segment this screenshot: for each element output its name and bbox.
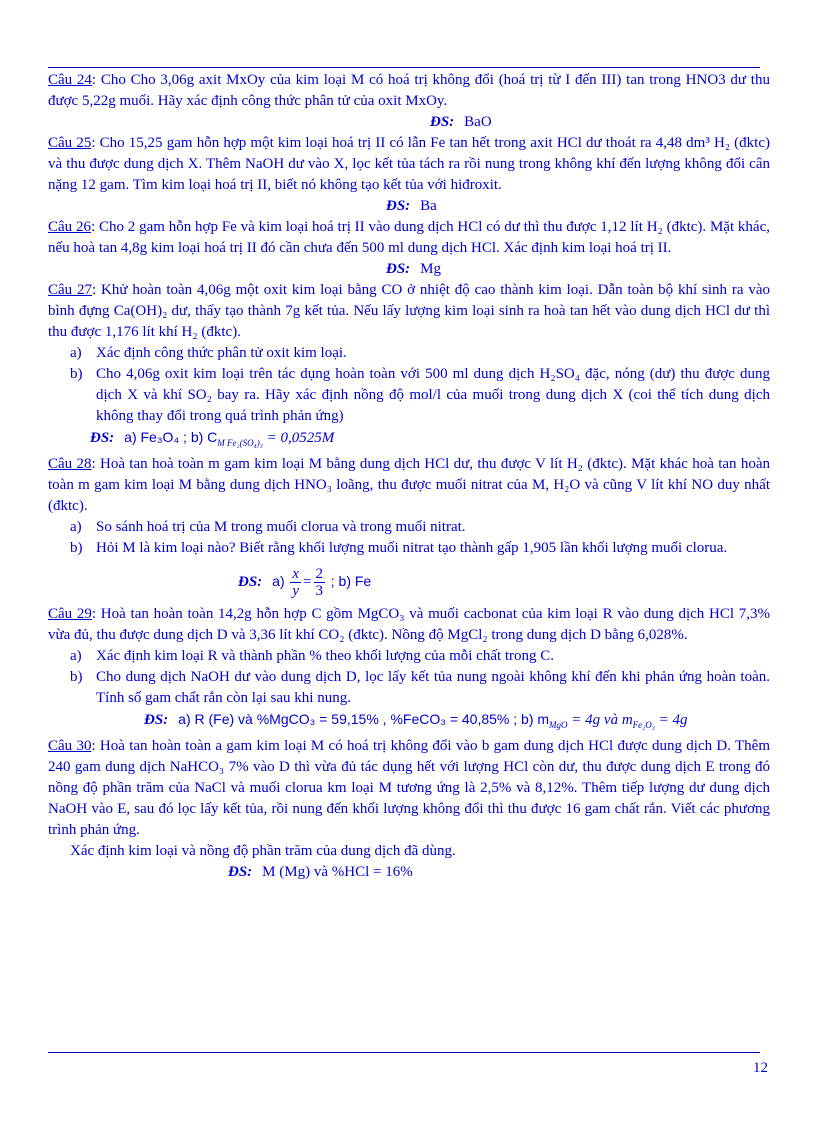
answer-subscript: MgO: [549, 720, 568, 730]
part-text: Xác định kim loại R và thành phần % theo khối lượng của mỗi chất trong C.: [96, 648, 555, 664]
answer-30: [48, 862, 770, 883]
answer-text: Mg: [420, 261, 442, 277]
answer-label: ĐS:: [228, 864, 253, 880]
part-marker: a): [70, 648, 82, 664]
question-28: [48, 454, 770, 517]
question-26: [48, 217, 770, 259]
answer-text: Ba: [420, 198, 437, 214]
question-text: : Khử hoàn toàn 4,06g một oxit kim loại bằng CO ở nhiệt độ cao thành kim loại. Dẫn toàn bộ khí sinh ra vào bình đựng Ca(OH)₂ dư, thấy tạo thành 7g kết tủa. Nếu lấy lượng kim loại sinh ra hoà tan hết vào dung dịch HCl dư thì thu được 1,176 lít khí H₂ (đktc).: [48, 282, 771, 340]
answer-text: BaO: [464, 114, 492, 130]
page-number: 12: [753, 1060, 768, 1076]
answer-25: [48, 196, 770, 217]
answer-27: [48, 427, 770, 454]
question-number: Câu 28: [48, 456, 92, 472]
question-text: : Cho Cho 3,06g axit MxOy của kim loại M có hoá trị không đổi (hoá trị từ I đến III) tan trong HNO3 dư thu được 5,22g muối. Hãy xác định công thức phân tử của oxit MxOy.: [48, 72, 770, 109]
question-text: : Hoà tan hoàn toàn 14,2g hỗn hợp C gồm MgCO₃ và muối cacbonat của kim loại R vào dung dịch HCl 7,3% vừa đủ, thu được dung dịch D và 3,36 lít khí CO₂ (đktc). Nồng độ MgCl₂ trong dung dịch D bằng 6,028%.: [48, 606, 770, 643]
answer-text: M (Mg) và %HCl = 16%: [262, 864, 413, 880]
question-text: : Cho 2 gam hỗn hợp Fe và kim loại hoá trị II vào dung dịch HCl có dư thì thu được 1,12 lít H₂ (đktc). Mặt khác, nếu hoà tan 4,8g kim loại hoá trị II đó cần chưa đến 500 ml dung dịch HCl. Xác định kim loại hoá trị II.: [48, 219, 770, 256]
question-28-part-b: [48, 538, 770, 559]
numerator: 2: [315, 566, 324, 583]
numerator: x: [292, 566, 300, 583]
question-29-part-a: [48, 646, 770, 667]
answer-part-b: ; b) Fe: [330, 573, 372, 589]
part-text: Hỏi M là kim loại nào? Biết rằng khối lượng muối nitrat tạo thành gấp 1,905 lần khối lượng muối clorua.: [96, 540, 728, 556]
question-29-part-b: [48, 667, 770, 709]
question-number: Câu 27: [48, 282, 93, 298]
answer-value: = 0,0525M: [262, 430, 335, 446]
page-content: [48, 70, 770, 883]
part-marker: b): [70, 540, 83, 556]
answer-part-a: a): [272, 573, 285, 589]
question-number: Câu 30: [48, 738, 92, 754]
answer-value: = 4g: [654, 712, 688, 728]
question-30: [48, 736, 770, 841]
answer-subscript: Fe₂O₃: [632, 720, 655, 730]
part-text: So sánh hoá trị của M trong muối clorua và trong muối nitrat.: [96, 519, 466, 535]
part-text: Xác định công thức phân tử oxit kim loại.: [96, 345, 347, 361]
header-rule: [48, 67, 760, 68]
answer-value: = 4g và m: [567, 712, 633, 728]
question-number: Câu 25: [48, 135, 92, 151]
answer-label: ĐS:: [386, 198, 411, 214]
question-28-part-a: [48, 517, 770, 538]
question-text: : Cho 15,25 gam hỗn hợp một kim loại hoá trị II có lẫn Fe tan hết trong axit HCl dư thoát ra 4,48 dm³ H₂ (đktc) và thu được dung dịch X. Thêm NaOH dư vào X, lọc kết tủa tách ra rồi nung trong không khí đến lượng không đổi cân nặng 12 gam. Tìm kim loại hoá trị II, biết nó không tạo kết tủa với hiđroxit.: [48, 135, 770, 193]
denominator: y: [292, 583, 300, 600]
answer-label: ĐS:: [238, 574, 263, 590]
question-24: [48, 70, 770, 112]
question-30-extra: Xác định kim loại và nồng độ phần trăm của dung dịch đã dùng.: [70, 843, 456, 859]
answer-29: [48, 709, 770, 736]
part-marker: b): [70, 669, 83, 685]
part-text: Cho 4,06g oxit kim loại trên tác dụng hoàn toàn với 500 ml dung dịch H₂SO₄ đặc, nóng (dư) thu được dung dịch X và khí SO₂ bay ra. Hãy xác định nồng độ mol/l của muối trong dung dịch X (coi thể tích dung dịch không thay đổi trong quá trình phản ứng): [96, 366, 770, 424]
part-marker: b): [70, 366, 83, 382]
answer-label: ĐS:: [144, 712, 169, 728]
denominator: 3: [315, 583, 324, 600]
footer-rule: [48, 1052, 760, 1053]
fraction-x-over-y: [290, 566, 301, 599]
answer-label: ĐS:: [430, 114, 455, 130]
answer-24: [48, 112, 770, 133]
equals-sign: =: [303, 574, 312, 590]
question-29: [48, 604, 770, 646]
answer-26: [48, 259, 770, 280]
part-text: Cho dung dịch NaOH dư vào dung dịch D, lọc lấy kết tủa nung ngoài không khí đến khi phản ứng hoàn toàn. Tính số gam chất rắn còn lại sau khi nung.: [96, 669, 770, 706]
part-marker: a): [70, 345, 82, 361]
answer-text: a) R (Fe) và %MgCO₃ = 59,15% , %FeCO₃ = 40,85% ; b) m: [178, 711, 550, 727]
question-25: [48, 133, 770, 196]
question-text: : Hoà tan hoà toàn m gam kim loại M bằng dung dịch HCl dư, thu được V lít H₂ (đktc). Mặt khác hoà tan hoàn toàn m gam kim loại M bằng dung dịch HNO₃ loãng, thu được muối nitrat của M, H₂O và cũng V lít khí NO duy nhất (đktc).: [48, 456, 771, 514]
answer-label: ĐS:: [90, 430, 115, 446]
question-number: Câu 29: [48, 606, 92, 622]
answer-text: a) Fe₃O₄ ; b) C: [124, 429, 218, 445]
part-marker: a): [70, 519, 82, 535]
question-number: Câu 26: [48, 219, 91, 235]
question-27-part-a: [48, 343, 770, 364]
question-27: [48, 280, 770, 343]
answer-28: [48, 559, 770, 604]
question-number: Câu 24: [48, 72, 92, 88]
question-text: : Hoà tan hoàn toàn a gam kim loại M có hoá trị không đổi vào b gam dung dịch HCl được dung dịch D. Thêm 240 gam dung dịch NaHCO₃ 7% vào D thì vừa đủ tác dụng hết với lượng HCl còn dư, thu được dung dịch E trong đó nồng độ phần trăm của NaCl và muối clorua km loại M tương ứng là 2,5% và 8,12%. Thêm tiếp lượng dư dung dịch NaOH vào E, sau đó lọc lấy kết tủa, rồi nung đến khối lượng không đổi thì thu được 16 gam chất rắn. Viết các phương trình phản ứng.: [48, 738, 770, 838]
question-27-part-b: [48, 364, 770, 427]
answer-subscript: M Fe₂(SO₄)₃: [217, 438, 263, 448]
fraction-two-thirds: [314, 566, 326, 599]
answer-label: ĐS:: [386, 261, 411, 277]
